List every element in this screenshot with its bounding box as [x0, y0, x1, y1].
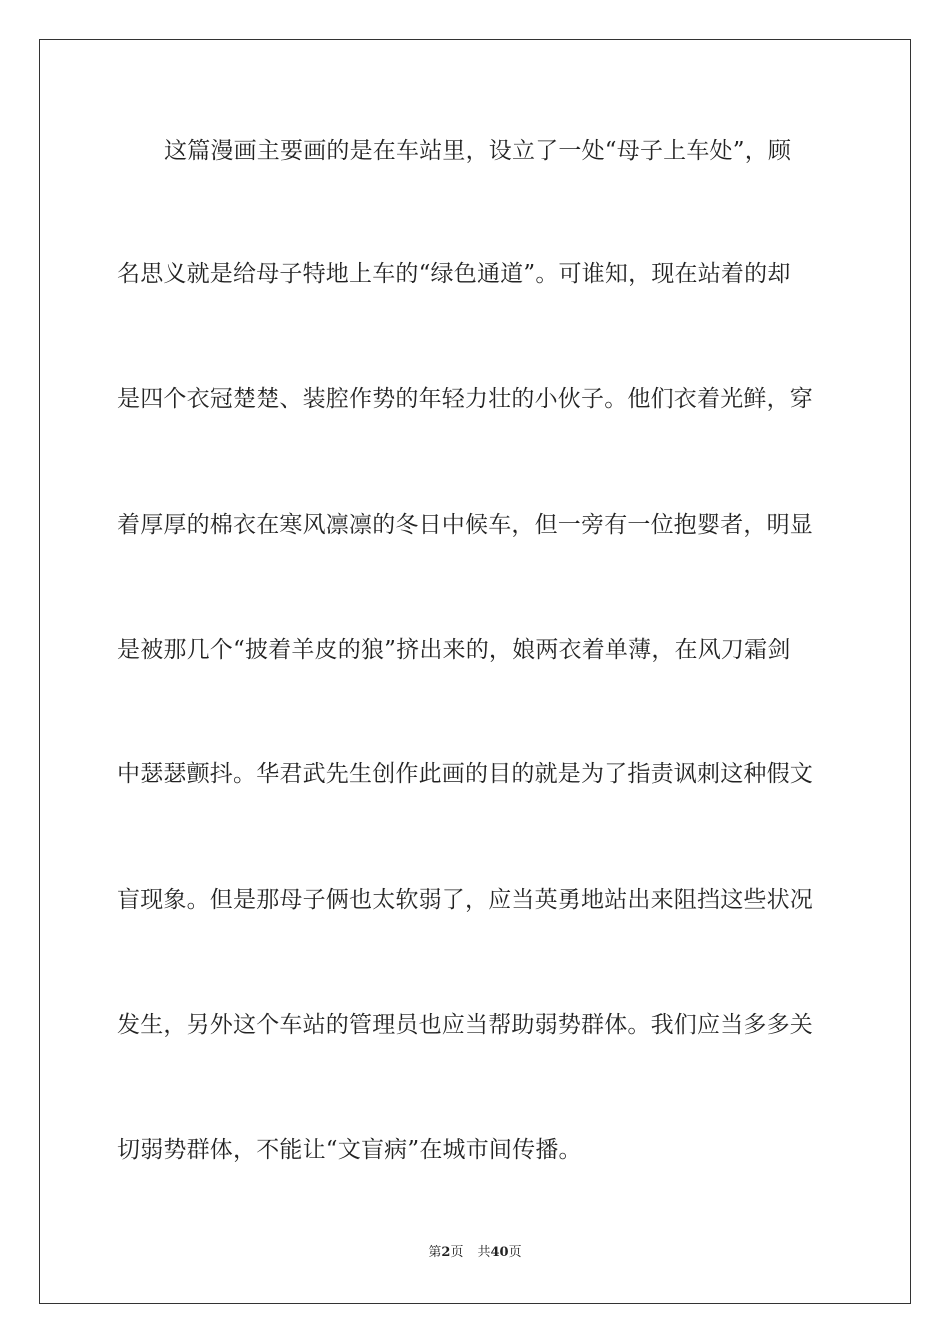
- paragraph-line-9: 切弱势群体，不能让“文盲病”在城市间传播。: [117, 1137, 582, 1163]
- footer-page-suffix: 页: [450, 1245, 464, 1260]
- page-footer: [0, 1244, 950, 1262]
- page-border: [39, 39, 911, 1304]
- footer-total-suffix: 页: [508, 1245, 522, 1260]
- footer-total-prefix: 共: [477, 1245, 491, 1260]
- paragraph-line-1: 这篇漫画主要画的是在车站里，设立了一处“母子上车处”，顾: [164, 138, 792, 164]
- footer-total-number: 40: [490, 1245, 509, 1260]
- paragraph-line-2: 名思义就是给母子特地上车的“绿色通道”。可谁知，现在站着的却: [117, 261, 791, 287]
- footer-page-prefix: 第: [428, 1245, 442, 1260]
- paragraph-line-4: 着厚厚的棉衣在寒风凛凛的冬日中候车，但一旁有一位抱婴者，明显: [117, 512, 813, 538]
- footer-page-number: 2: [441, 1245, 451, 1260]
- paragraph-line-5: 是被那几个“披着羊皮的狼”挤出来的，娘两衣着单薄，在风刀霜剑: [117, 637, 791, 663]
- paragraph-line-7: 盲现象。但是那母子俩也太软弱了，应当英勇地站出来阻挡这些状况: [117, 887, 813, 913]
- paragraph-line-8: 发生，另外这个车站的管理员也应当帮助弱势群体。我们应当多多关: [117, 1012, 813, 1038]
- paragraph-line-3: 是四个衣冠楚楚、装腔作势的年轻力壮的小伙子。他们衣着光鲜，穿: [117, 386, 813, 412]
- paragraph-line-6: 中瑟瑟颤抖。华君武先生创作此画的目的就是为了指责讽刺这种假文: [117, 761, 813, 787]
